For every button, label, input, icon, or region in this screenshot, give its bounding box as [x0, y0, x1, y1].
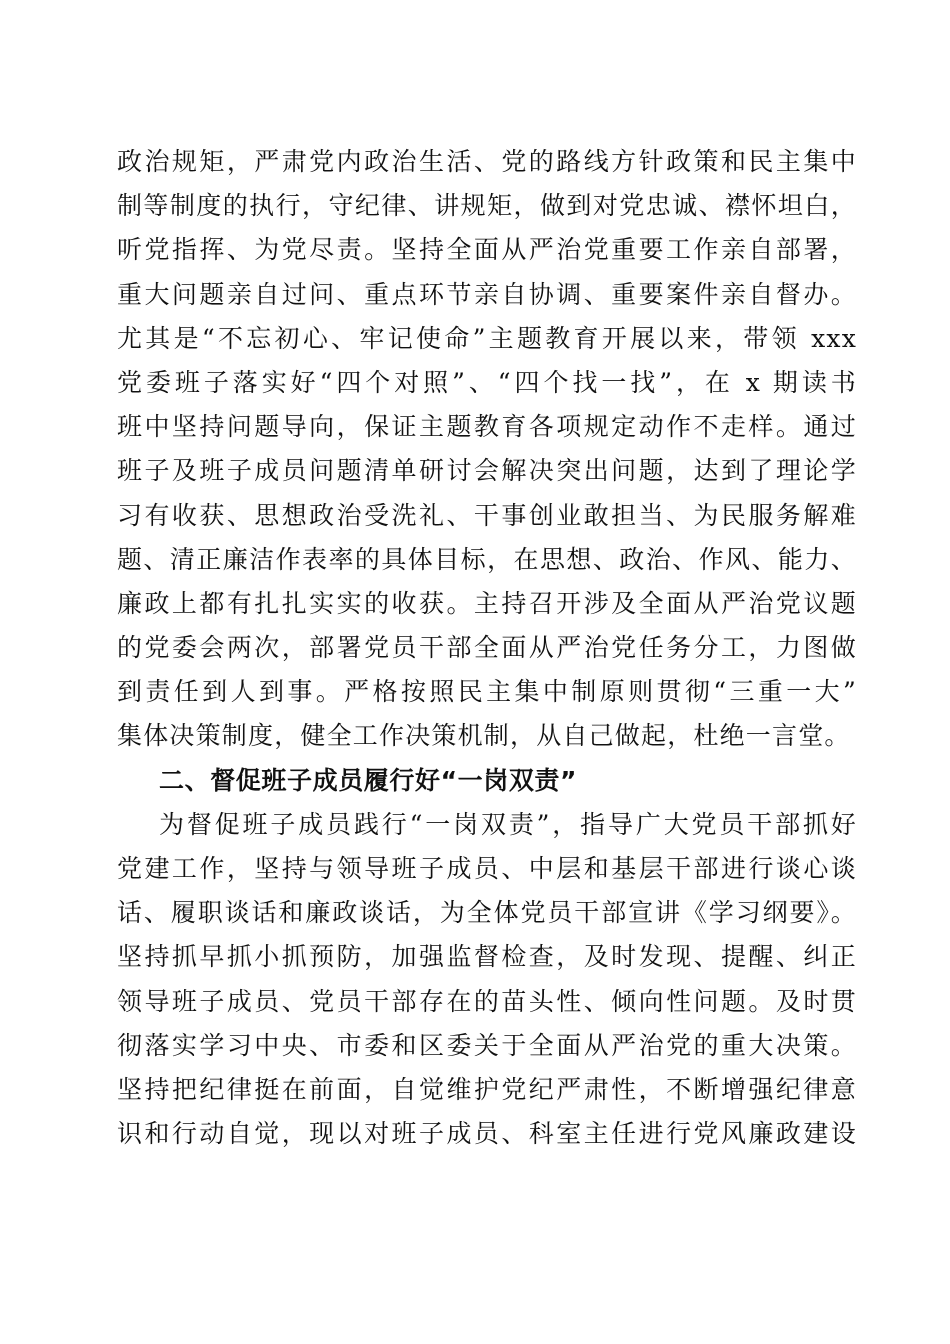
document-body [117, 140, 857, 1156]
text-line: 到责任到人到事。严格按照民主集中制原则贯彻“三重一大” [117, 677, 857, 707]
text-line: 的党委会两次，部署党员干部全面从严治党任务分工，力图做 [117, 633, 857, 663]
text-line: 习有收获、思想政治受洗礼、干事创业敢担当、为民服务解难 [117, 500, 857, 530]
text-line: 题、清正廉洁作表率的具体目标，在思想、政治、作风、能力、 [117, 544, 857, 574]
text-line: 为督促班子成员践行“一岗双责”，指导广大党员干部抓好 [159, 809, 857, 839]
paragraph-one-post-two-duties [117, 803, 857, 1157]
text-line: 坚持抓早抓小抓预防，加强监督检查，及时发现、提醒、纠正 [117, 942, 857, 972]
text-line: 党委班子落实好“四个对照”、“四个找一找”，在 x 期读书 [117, 367, 857, 397]
text-line: 班子及班子成员问题清单研讨会解决突出问题，达到了理论学 [117, 456, 857, 486]
section-heading: 二、督促班子成员履行好“一岗双责” [159, 765, 578, 795]
paragraph-party-discipline [117, 140, 857, 759]
text-line: 集体决策制度，健全工作决策机制，从自己做起，杜绝一言堂。 [117, 721, 851, 751]
text-line: 识和行动自觉，现以对班子成员、科室主任进行党风廉政建设 [117, 1119, 857, 1149]
text-line: 听党指挥、为党尽责。坚持全面从严治党重要工作亲自部署， [117, 235, 857, 265]
text-line: 班中坚持问题导向，保证主题教育各项规定动作不走样。通过 [117, 412, 857, 442]
text-line: 尤其是“不忘初心、牢记使命”主题教育开展以来，带领 xxx [117, 323, 857, 353]
text-line: 廉政上都有扎扎实实的收获。主持召开涉及全面从严治党议题 [117, 588, 857, 618]
text-line: 制等制度的执行，守纪律、讲规矩，做到对党忠诚、襟怀坦白， [117, 191, 857, 221]
text-line: 领导班子成员、党员干部存在的苗头性、倾向性问题。及时贯 [117, 986, 857, 1016]
text-line: 党建工作，坚持与领导班子成员、中层和基层干部进行谈心谈 [117, 854, 857, 883]
text-line: 坚持把纪律挺在前面，自觉维护党纪严肃性，不断增强纪律意 [117, 1074, 857, 1104]
text-line: 政治规矩，严肃党内政治生活、党的路线方针政策和民主集中 [117, 147, 857, 176]
text-line: 重大问题亲自过问、重点环节亲自协调、重要案件亲自督办。 [117, 279, 857, 309]
text-line: 彻落实学习中央、市委和区委关于全面从严治党的重大决策。 [117, 1030, 857, 1060]
text-line: 话、履职谈话和廉政谈话，为全体党员干部宣讲《学习纲要》。 [117, 898, 857, 928]
